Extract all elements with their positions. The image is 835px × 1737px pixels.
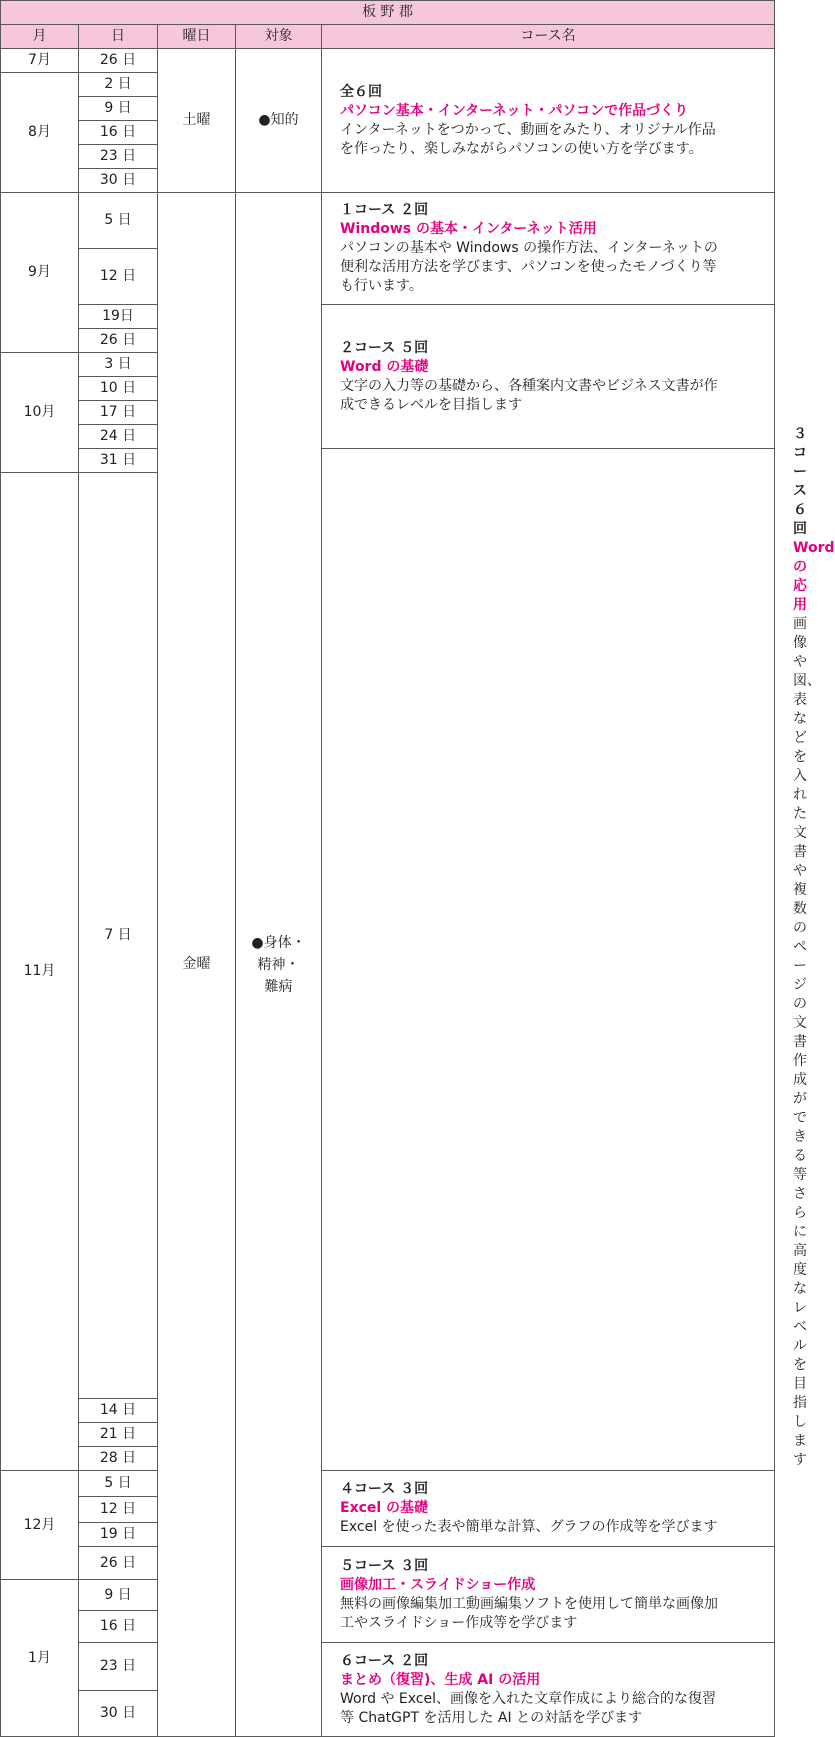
month-cell: 7月 [1, 49, 79, 73]
day-cell: 9 日 [79, 97, 158, 121]
day-cell: 31 日 [79, 449, 158, 473]
course-cell [322, 49, 775, 193]
header-course: コース名 [322, 25, 775, 49]
day-cell: 30 日 [79, 1691, 158, 1737]
course-title: Excel の基礎 [340, 1500, 429, 1516]
course-cell [322, 1643, 775, 1737]
day-cell: 23 日 [79, 1643, 158, 1691]
day-cell: 28 日 [79, 1447, 158, 1471]
day-cell: 16 日 [79, 121, 158, 145]
course-desc-line: 成できるレベルを目指します [340, 396, 522, 413]
course-count: ４コース ３回 [340, 1481, 429, 1497]
day-cell: 12 日 [79, 1497, 158, 1523]
day-cell: 2 日 [79, 73, 158, 97]
course-count: ５コース ３回 [340, 1557, 429, 1574]
course-desc-line: 等 ChatGPT を活用した AI との対話を学びます [340, 1709, 643, 1726]
day-cell: 7 日 [79, 473, 158, 1399]
course-title: Windows の基本・インターネット活用 [340, 221, 597, 237]
month-cell: 11月 [1, 473, 79, 1471]
course-cell [322, 1471, 775, 1547]
header-day: 日 [79, 25, 158, 49]
schedule-table: 板 野 郡 月 日 曜日 対象 コース名 7月 26 日 土曜 ●知的 全６回 パソコン基本・インターネット・パソコンで作品づくり インターネットをつかって、動画をみたり、オリジナル作品 を作ったり、楽しみながらパソコンの使い方を学びます。 8月 2 日 9 日 16 日 23 日 30 日 9月 5 日 金曜 ●身体・ 精神・ 難病 １コース ２回 Windows の基本・インターネット活用 パソコンの基本や Windows の操作方法、インターネットの 便利な活用方法を学びます、パソコンを使ったモノづくり等 も行います。 12 日 19日 ２コース ５回 Word の基礎 文字の入力等の基礎から、各種案内文書やビジネス文書が作 成できるレベルを目指します 26 日 10月 3 日 10 日 17 日 24 日 ３コース ６回 Word の応用 画像や図、表などを入れた文書や複数のページの文書作成が できる等さらに高度なレベルを目指します 31 日 11月 7 日 14 日 21 日 28 日 12月 5 日 ４コース ３回 Excel の基礎 Excel を使った表や簡単な計算、グラフの作成等を学びます 12 日 19 日 26 日 ５コース ３回 画像加工・スライドショー作成 無料の画像編集加工動画編集ソフトを使用して簡単な画像加 工やスライドショー作成等を学びます 1月 9 日 16 日 23 日 ６コース ２回 まとめ（復習)、生成 AI の活用 Word や Excel、画像を入れた文章作成により総合的な復習 等 ChatGPT を活用した AI との対話を学びます 30 日 [0, 0, 775, 1737]
course-title: まとめ（復習)、生成 AI の活用 [340, 1671, 541, 1688]
day-cell: 10 日 [79, 377, 158, 401]
course-desc-line: を作ったり、楽しみながらパソコンの使い方を学びます。 [340, 140, 703, 157]
day-cell: 26 日 [79, 1547, 158, 1580]
course-count: ２コース ５回 [340, 339, 429, 356]
course-cell [322, 1547, 775, 1643]
target-cell: ●知的 [236, 49, 322, 193]
day-cell: 19 日 [79, 1523, 158, 1547]
header-month: 月 [1, 25, 79, 49]
month-cell: 8月 [1, 73, 79, 193]
target-cell [236, 193, 322, 1737]
day-cell: 26 日 [79, 49, 158, 73]
header-row [1, 25, 775, 49]
course-desc-line: インターネットをつかって、動画をみたり、オリジナル作品 [340, 121, 716, 138]
day-cell: 9 日 [79, 1580, 158, 1611]
day-cell: 12 日 [79, 249, 158, 305]
day-cell: 24 日 [79, 425, 158, 449]
month-cell: 12月 [1, 1471, 79, 1580]
course-desc-line: Excel を使った表や簡単な計算、グラフの作成等を学びます [340, 1519, 718, 1535]
header-target: 対象 [236, 25, 322, 49]
day-cell: 21 日 [79, 1423, 158, 1447]
title-row [1, 1, 775, 25]
day-cell: 23 日 [79, 145, 158, 169]
day-cell: 3 日 [79, 353, 158, 377]
course-desc-line: も行います。 [340, 278, 423, 294]
weekday-cell: 金曜 [158, 193, 236, 1737]
header-weekday: 曜日 [158, 25, 236, 49]
course-title: パソコン基本・インターネット・パソコンで作品づくり [340, 102, 689, 119]
course-desc-line: 便利な活用方法を学びます、パソコンを使ったモノづくり等 [340, 259, 717, 275]
course-desc-line: 無料の画像編集加工動画編集ソフトを使用して簡単な画像加 [340, 1595, 718, 1612]
course-desc-line: Word や Excel、画像を入れた文章作成により総合的な復習 [340, 1690, 716, 1707]
day-cell: 5 日 [79, 193, 158, 249]
course-desc-line: 文字の入力等の基礎から、各種案内文書やビジネス文書が作 [340, 377, 718, 394]
course-desc-line: パソコンの基本や Windows の操作方法、インターネットの [340, 240, 718, 256]
course-count: ６コース ２回 [340, 1652, 429, 1669]
course-cell [322, 193, 775, 305]
target-line: ●身体・ [251, 934, 306, 951]
target-line: 難病 [264, 978, 293, 995]
day-cell: 14 日 [79, 1399, 158, 1423]
weekday-cell: 土曜 [158, 49, 236, 193]
course-desc-line: 工やスライドショー作成等を学びます [340, 1614, 578, 1631]
month-cell: 10月 [1, 353, 79, 473]
day-cell: 30 日 [79, 169, 158, 193]
region-title: 板 野 郡 [1, 1, 775, 25]
month-cell: 9月 [1, 193, 79, 353]
day-cell: 19日 [79, 305, 158, 329]
day-cell: 26 日 [79, 329, 158, 353]
course-cell [322, 305, 775, 449]
day-cell: 5 日 [79, 1471, 158, 1497]
day-cell: 16 日 [79, 1611, 158, 1643]
course-title: Word の基礎 [340, 358, 429, 375]
course-count: １コース ２回 [340, 202, 429, 218]
course-count: 全６回 [340, 83, 382, 100]
day-cell: 17 日 [79, 401, 158, 425]
course-title: 画像加工・スライドショー作成 [340, 1576, 536, 1593]
target-line: 精神・ [257, 956, 300, 973]
month-cell: 1月 [1, 1580, 79, 1737]
